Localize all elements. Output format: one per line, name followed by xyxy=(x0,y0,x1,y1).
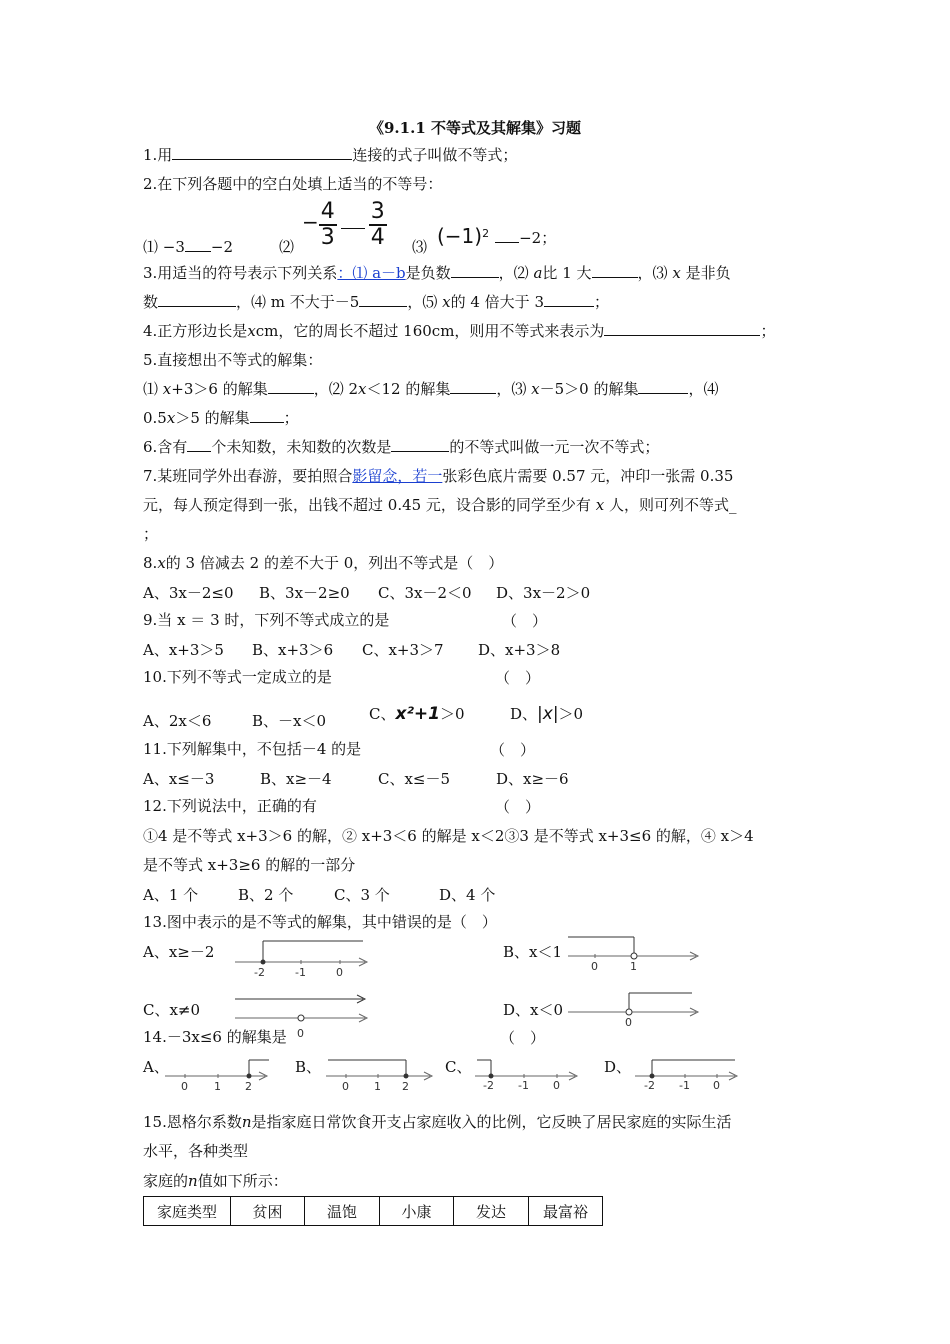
answer-paren[interactable]: （ ） xyxy=(490,741,536,759)
question-14: 14.－3x≤6 的解集是 xyxy=(143,1028,287,1046)
table-cell: 家庭类型 xyxy=(144,1197,231,1226)
page-title: 《9.1.1 不等式及其解集》习题 xyxy=(369,119,581,137)
q9-option-c[interactable]: C、x+3＞7 xyxy=(362,641,444,659)
answer-blank[interactable] xyxy=(359,292,407,307)
question-2-stem: 2.在下列各题中的空白处填上适当的不等号： xyxy=(143,175,443,193)
answer-blank[interactable] xyxy=(341,214,365,229)
answer-blank[interactable] xyxy=(185,237,211,252)
answer-blank[interactable] xyxy=(250,408,284,423)
fraction-3-4: $\frac{3}{4}$ xyxy=(370,199,385,250)
table-cell: 小康 xyxy=(380,1197,454,1226)
tick-label: 0 xyxy=(336,966,343,979)
tick-label: -1 xyxy=(518,1079,529,1092)
answer-blank[interactable] xyxy=(592,263,638,278)
answer-blank[interactable] xyxy=(158,292,236,307)
tick-label: 2 xyxy=(245,1080,252,1093)
table-cell: 温饱 xyxy=(305,1197,380,1226)
tick-label: 0 xyxy=(342,1080,349,1093)
answer-blank[interactable] xyxy=(268,379,314,394)
question-5-line-1: ⑴ x+3＞6 的解集 ，⑵ 2x＜12 的解集 ，⑶ x－5＞0 的解集 ，⑷ xyxy=(143,380,719,398)
q11-option-c[interactable]: C、x≤－5 xyxy=(378,770,451,788)
q14-option-c[interactable]: C、 xyxy=(445,1058,472,1076)
question-2-part-2: − $\frac{4}{3}$ $\frac{3}{4}$ xyxy=(302,199,385,250)
question-7-line-3: ； xyxy=(143,525,159,543)
q12-option-d[interactable]: D、4 个 xyxy=(439,886,496,904)
q13-option-c[interactable]: C、x≠0 xyxy=(143,1001,201,1019)
answer-blank[interactable] xyxy=(451,263,499,278)
answer-blank[interactable] xyxy=(495,228,519,243)
question-15-line-1: 15.恩格尔系数n是指家庭日常饮食开支占家庭收入的比例，它反映了居民家庭的实际生活 xyxy=(143,1113,732,1131)
tick-label: 0 xyxy=(553,1079,560,1092)
question-11: 11.下列解集中，不包括－4 的是 xyxy=(143,740,362,758)
question-7-line-2: 元，每人预定得到一张，出钱不超过 0.45 元，设合影的同学至少有 x 人，则可列不等式_ xyxy=(143,496,737,514)
question-2-part-2-label: ⑵ xyxy=(279,238,295,256)
question-5-line-2: 0.5x＞5 的解集 ； xyxy=(143,409,299,427)
tick-label: 0 xyxy=(297,1027,304,1040)
tick-label: -2 xyxy=(483,1079,494,1092)
table-row xyxy=(144,1197,603,1226)
q9-option-a[interactable]: A、x+3＞5 xyxy=(143,641,224,659)
answer-paren[interactable]: （ ） xyxy=(495,669,541,687)
q12-option-b[interactable]: B、2 个 xyxy=(238,886,294,904)
q14-option-b[interactable]: B、 xyxy=(295,1058,322,1076)
q12-option-c[interactable]: C、3 个 xyxy=(334,886,390,904)
q8-option-c[interactable]: C、3x－2＜0 xyxy=(378,584,472,602)
number-line-14b xyxy=(326,1056,446,1096)
q10-option-a[interactable]: A、2x＜6 xyxy=(143,712,212,730)
question-4: 4.正方形边长是xcm，它的周长不超过 160cm，则用不等式来表示为 ； xyxy=(143,322,776,340)
q11-option-b[interactable]: B、x≥－4 xyxy=(260,770,332,788)
question-15-line-2: 水平，各种类型 xyxy=(143,1142,249,1160)
number-line-13b xyxy=(568,934,708,980)
answer-paren[interactable]: （ ） xyxy=(500,1029,546,1047)
q14-option-d[interactable]: D、 xyxy=(604,1058,632,1076)
question-7-line-1: 7.某班同学外出春游，要拍照合影留念，若一张彩色底片需要 0.57 元，冲印一张需 0.35 xyxy=(143,467,734,485)
answer-blank[interactable] xyxy=(604,321,760,336)
q11-option-a[interactable]: A、x≤－3 xyxy=(143,770,215,788)
answer-paren[interactable]: （ ） xyxy=(502,612,548,630)
tick-label: -1 xyxy=(679,1079,690,1092)
tick-label: 1 xyxy=(214,1080,221,1093)
tick-label: 0 xyxy=(713,1079,720,1092)
q10-option-d[interactable]: D、|x|＞0 xyxy=(510,704,584,724)
q12-option-a[interactable]: A、1 个 xyxy=(143,886,199,904)
tick-label: 1 xyxy=(374,1080,381,1093)
tick-label: -2 xyxy=(644,1079,655,1092)
tick-label: 0 xyxy=(181,1080,188,1093)
table-cell: 贫困 xyxy=(231,1197,305,1226)
tick-label: 2 xyxy=(402,1080,409,1093)
q9-option-b[interactable]: B、x+3＞6 xyxy=(252,641,334,659)
q8-option-a[interactable]: A、3x－2≤0 xyxy=(143,584,234,602)
engel-coefficient-table xyxy=(143,1196,603,1226)
q13-option-b[interactable]: B、x＜1 xyxy=(503,943,563,961)
hyperlink[interactable]: ：⑴ a－b xyxy=(337,264,406,282)
question-12-statements-line-1: ①4 是不等式 x+3＞6 的解，② x+3＜6 的解是 x＜2③3 是不等式 x+3≤6 的解，④ x＞4 xyxy=(143,827,754,845)
number-line-14a xyxy=(165,1056,275,1096)
table-cell: 最富裕 xyxy=(529,1197,603,1226)
answer-blank[interactable] xyxy=(187,437,211,452)
answer-blank[interactable] xyxy=(450,379,496,394)
q9-option-d[interactable]: D、x+3＞8 xyxy=(478,641,561,659)
tick-label: 1 xyxy=(630,960,637,973)
question-12-statements-line-2: 是不等式 x+3≥6 的解的一部分 xyxy=(143,856,356,874)
q13-option-d[interactable]: D、x＜0 xyxy=(503,1001,564,1019)
question-10: 10.下列不等式一定成立的是 xyxy=(143,668,332,686)
q10-option-c[interactable]: C、x²+1＞0 xyxy=(369,704,465,724)
question-13: 13.图中表示的是不等式的解集，其中错误的是（ ） xyxy=(143,913,497,931)
question-3-line-2: 数 ，⑷ m 不大于－5 ，⑸ x的 4 倍大于 3 ； xyxy=(143,293,610,311)
q11-option-d[interactable]: D、x≥－6 xyxy=(496,770,569,788)
q8-option-d[interactable]: D、3x－2＞0 xyxy=(496,584,591,602)
answer-blank[interactable] xyxy=(391,437,449,452)
question-8: 8.x的 3 倍减去 2 的差不大于 0，列出不等式是（ ） xyxy=(143,554,504,572)
question-2-part-3: $(-1)^2 -2$； xyxy=(437,224,557,248)
q10-option-b[interactable]: B、－x＜0 xyxy=(252,712,327,730)
tick-label: 0 xyxy=(625,1016,632,1029)
number-line-14c xyxy=(475,1056,585,1096)
q13-option-a[interactable]: A、x≥－2 xyxy=(143,943,215,961)
number-line-14d xyxy=(635,1056,745,1096)
question-2-part-1: ⑴ −3 −2 xyxy=(143,238,234,256)
tick-label: -1 xyxy=(295,966,306,979)
answer-blank[interactable] xyxy=(638,379,688,394)
question-12: 12.下列说法中，正确的有 xyxy=(143,797,317,815)
tick-label: 0 xyxy=(591,960,598,973)
answer-paren[interactable]: （ ） xyxy=(495,798,541,816)
question-2-part-3-label: ⑶ xyxy=(412,238,428,256)
question-1: 1.用 连接的式子叫做不等式； xyxy=(143,146,518,164)
question-6: 6.含有 个未知数，未知数的次数是 的不等式叫做一元一次不等式； xyxy=(143,438,660,456)
question-5-stem: 5.直接想出不等式的解集： xyxy=(143,351,323,369)
number-line-13a xyxy=(235,936,375,982)
q14-option-a[interactable]: A、 xyxy=(143,1058,169,1076)
table-cell: 发达 xyxy=(454,1197,529,1226)
hyperlink[interactable]: 影留念，若一 xyxy=(352,467,443,485)
question-9: 9.当 x ＝ 3 时，下列不等式成立的是 xyxy=(143,611,390,629)
fraction-neg-4-3: $\frac{4}{3}$ xyxy=(320,199,335,250)
number-line-13d xyxy=(568,990,708,1036)
q8-option-b[interactable]: B、3x－2≥0 xyxy=(259,584,350,602)
answer-blank[interactable] xyxy=(172,145,352,160)
tick-label: -2 xyxy=(254,966,265,979)
question-3-line-1: 3.用适当的符号表示下列关系：⑴ a－b是负数 ，⑵ a比 1 大 ，⑶ x 是非负 xyxy=(143,264,731,282)
question-15-line-3: 家庭的n值如下所示： xyxy=(143,1172,288,1190)
answer-blank[interactable] xyxy=(544,292,594,307)
